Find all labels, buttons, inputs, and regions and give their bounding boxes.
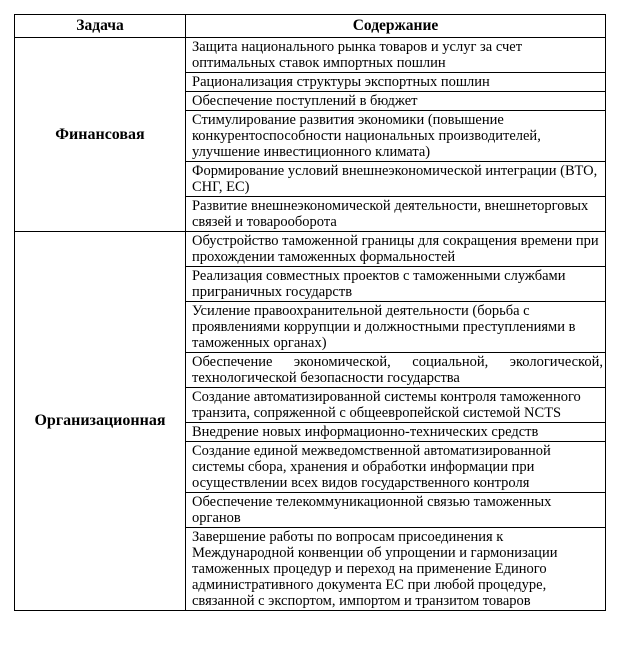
content-cell: Завершение работы по вопросам присоединения к Международной конвенции об упрощении и гармонизации таможенных процедур и переход на применение Единого административного документа ЕС при любой процедуре, связанной с экспортом, импортом и транзитом товаров [186, 528, 606, 611]
content-cell: Реализация совместных проектов с таможенными службами приграничных государств [186, 267, 606, 302]
header-task: Задача [15, 15, 186, 38]
header-content: Содержание [186, 15, 606, 38]
content-cell: Усиление правоохранительной деятельности (борьба с проявлениями коррупции и должностными преступлениями в таможенных органах) [186, 302, 606, 353]
content-cell: Стимулирование развития экономики (повышение конкурентоспособности национальных производителей, улучшение инвестиционного климата) [186, 111, 606, 162]
content-cell: Создание единой межведомственной автоматизированной системы сбора, хранения и обработки информации при осуществлении всех видов государственного контроля [186, 442, 606, 493]
task-cell-financial: Финансовая [15, 38, 186, 232]
content-cell: Формирование условий внешнеэкономической интеграции (ВТО, СНГ, ЕС) [186, 162, 606, 197]
content-cell: Обеспечение телекоммуникационной связью таможенных органов [186, 493, 606, 528]
content-cell: Защита национального рынка товаров и услуг за счет оптимальных ставок импортных пошлин [186, 38, 606, 73]
tasks-table [14, 14, 606, 611]
table-row [15, 38, 606, 73]
content-cell: Развитие внешнеэкономической деятельности, внешнеторговых связей и товарооборота [186, 197, 606, 232]
table-row [15, 232, 606, 267]
content-cell: Обустройство таможенной границы для сокращения времени при прохождении таможенных формальностей [186, 232, 606, 267]
content-cell: Обеспечение экономической, социальной, экологической, технологической безопасности государства [186, 353, 606, 388]
content-cell: Рационализация структуры экспортных пошлин [186, 73, 606, 92]
content-cell: Обеспечение поступлений в бюджет [186, 92, 606, 111]
content-cell: Внедрение новых информационно-технических средств [186, 423, 606, 442]
header-row [15, 15, 606, 38]
task-cell-organizational: Организационная [15, 232, 186, 611]
content-cell: Создание автоматизированной системы контроля таможенного транзита, сопряженной с общеевропейской системой NCTS [186, 388, 606, 423]
